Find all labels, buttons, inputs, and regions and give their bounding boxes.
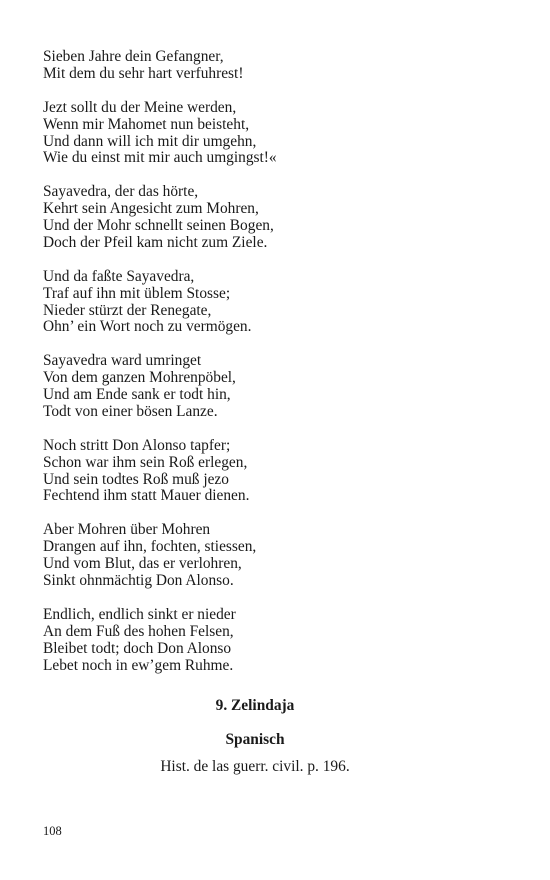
stanza	[43, 607, 513, 675]
poem-body	[43, 49, 513, 691]
verse-line: Todt von einer bösen Lanze.	[43, 402, 218, 420]
stanza	[43, 100, 513, 168]
poem-subtitle: Spanisch	[225, 731, 285, 748]
verse-line: Und da faßte Sayavedra,	[43, 267, 195, 285]
verse-line: Schon war ihm sein Roß erlegen,	[43, 453, 248, 471]
verse-line: Und der Mohr schnellt seinen Bogen,	[43, 217, 274, 235]
verse-line: Und sein todtes Roß muß jezo	[43, 470, 229, 488]
verse-line: Von dem ganzen Mohrenpöbel,	[43, 369, 236, 387]
verse-line: Nieder stürzt der Renegate,	[43, 301, 212, 319]
verse-line: Kehrt sein Angesicht zum Mohren,	[43, 200, 259, 218]
stanza	[43, 184, 513, 252]
verse-line: Jezt sollt du der Meine werden,	[43, 98, 237, 116]
verse-line: Wie du einst mit mir auch umgingst!«	[43, 149, 277, 167]
verse-line: Und dann will ich mit dir umgehn,	[43, 132, 257, 150]
verse-line: An dem Fuß des hohen Felsen,	[43, 622, 234, 640]
verse-line: Ohn’ ein Wort noch zu vermögen.	[43, 318, 252, 336]
verse-line: Bleibet todt; doch Don Alonso	[43, 639, 232, 657]
source-citation: Hist. de las guerr. civil. p. 196.	[160, 758, 350, 775]
verse-line: Und vom Blut, das er verlohren,	[43, 555, 242, 573]
verse-line: Lebet noch in ew’gem Ruhme.	[43, 656, 234, 674]
verse-line: Endlich, endlich sinkt er nieder	[43, 605, 236, 623]
stanza	[43, 269, 513, 337]
verse-line: Noch stritt Don Alonso tapfer;	[43, 436, 231, 454]
poem-title: 9. Zelindaja	[215, 697, 295, 714]
stanza	[43, 522, 513, 590]
verse-line: Und am Ende sank er todt hin,	[43, 386, 231, 404]
stanza	[43, 49, 513, 83]
stanza	[43, 438, 513, 506]
verse-line: Sieben Jahre dein Gefangner,	[43, 48, 224, 65]
verse-line: Fechtend ihm statt Mauer dienen.	[43, 487, 250, 505]
verse-line: Sayavedra, der das hörte,	[43, 183, 199, 201]
verse-line: Sayavedra ward umringet	[43, 352, 202, 370]
verse-line: Doch der Pfeil kam nicht zum Ziele.	[43, 233, 268, 251]
verse-line: Drangen auf ihn, fochten, stiessen,	[43, 538, 257, 556]
page-number: 108	[43, 824, 62, 838]
verse-line: Aber Mohren über Mohren	[43, 521, 211, 539]
verse-line: Traf auf ihn mit üblem Stosse;	[43, 284, 231, 302]
stanza	[43, 353, 513, 421]
verse-line: Wenn mir Mahomet nun beisteht,	[43, 115, 250, 133]
verse-line: Mit dem du sehr hart verfuhrest!	[43, 64, 244, 82]
verse-line: Sinkt ohnmächtig Don Alonso.	[43, 572, 234, 589]
